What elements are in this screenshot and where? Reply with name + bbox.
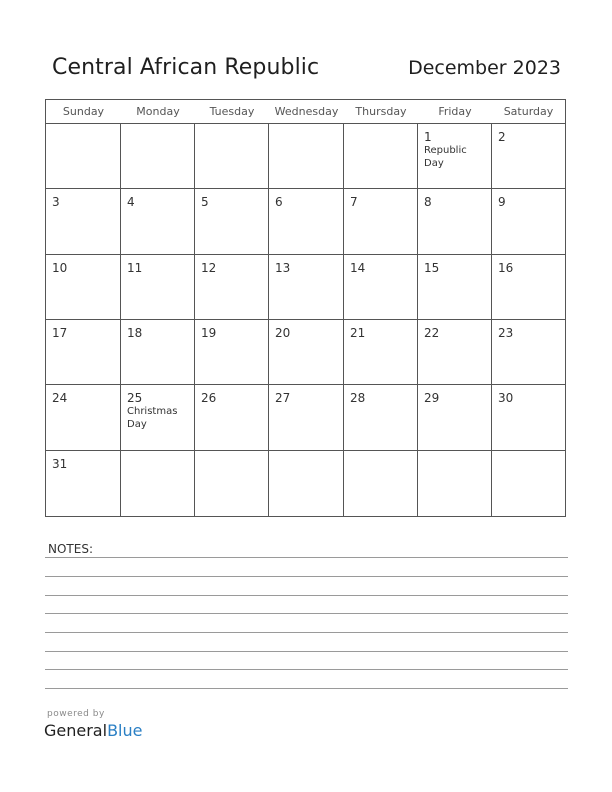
holiday-label: Republic Day: [424, 145, 467, 169]
day-cell: [195, 124, 269, 189]
note-line: [45, 595, 568, 596]
day-number: 25: [127, 391, 143, 406]
day-number: 28: [350, 391, 366, 406]
weekday-header: Monday: [121, 100, 195, 124]
day-number: 6: [275, 195, 283, 210]
day-cell: [269, 189, 344, 254]
holiday-label: Christmas Day: [127, 406, 178, 431]
day-cell: [121, 320, 195, 385]
day-cell: [121, 124, 195, 189]
note-line: [45, 651, 568, 652]
calendar-country-title: Central African Republic: [52, 55, 320, 80]
day-number: 5: [201, 195, 209, 210]
note-line: [45, 613, 568, 614]
day-cell: [269, 320, 344, 385]
day-cell: [492, 385, 565, 450]
day-cell: [269, 385, 344, 450]
weekday-header: Friday: [418, 100, 492, 124]
day-cell: [195, 255, 269, 320]
day-cell: [344, 320, 418, 385]
brand-general: General: [44, 721, 108, 740]
day-number: 31: [52, 456, 68, 471]
day-number: 14: [350, 260, 366, 275]
note-line: [45, 632, 568, 633]
day-cell: [344, 451, 418, 516]
day-cell: [344, 385, 418, 450]
day-number: 30: [498, 391, 514, 406]
day-number: 23: [498, 326, 514, 340]
weekday-header: Tuesday: [195, 100, 269, 124]
day-number: 7: [350, 195, 358, 210]
day-cell: [492, 320, 565, 385]
day-cell: [121, 189, 195, 254]
day-number: 21: [350, 326, 366, 340]
day-number: 17: [52, 326, 68, 340]
day-cell: [195, 320, 269, 385]
day-number: 29: [424, 391, 440, 406]
day-cell: [344, 189, 418, 254]
day-number: 8: [424, 195, 432, 210]
day-cell: [121, 451, 195, 516]
day-cell: [46, 189, 121, 254]
day-number: 15: [424, 260, 440, 275]
day-cell: [121, 255, 195, 320]
day-cell: [492, 124, 565, 189]
day-number: 19: [201, 326, 217, 340]
day-number: 20: [275, 326, 291, 340]
day-cell: [46, 320, 121, 385]
day-number: 13: [275, 260, 291, 275]
note-line: [45, 669, 568, 670]
day-cell: [492, 189, 565, 254]
day-cell: [195, 385, 269, 450]
weekday-header: Wednesday: [269, 100, 344, 124]
note-line: [45, 557, 568, 558]
day-cell: [269, 124, 344, 189]
day-cell: [269, 451, 344, 516]
day-number: 1: [424, 130, 432, 144]
day-number: 10: [52, 260, 68, 275]
day-cell: [121, 385, 195, 450]
day-number: 18: [127, 326, 143, 340]
note-line: [45, 688, 568, 689]
weekday-header: Sunday: [46, 100, 121, 124]
day-cell: [195, 189, 269, 254]
day-cell: [418, 385, 492, 450]
day-cell: [46, 385, 121, 450]
day-cell: [46, 255, 121, 320]
powered-by-text: powered by: [47, 709, 105, 719]
day-cell: [418, 189, 492, 254]
day-number: 9: [498, 195, 506, 210]
day-cell: [492, 451, 565, 516]
day-cell: [418, 451, 492, 516]
day-cell: [46, 451, 121, 516]
weekday-header: Saturday: [492, 100, 565, 124]
day-cell: [195, 451, 269, 516]
weekday-header: Thursday: [344, 100, 418, 124]
day-cell: [269, 255, 344, 320]
day-number: 22: [424, 326, 440, 340]
generalblue-logo[interactable]: [44, 721, 142, 740]
day-number: 26: [201, 391, 217, 406]
brand-blue: Blue: [107, 721, 143, 740]
calendar-grid: [45, 99, 566, 517]
day-number: 11: [127, 260, 143, 275]
day-number: 24: [52, 391, 68, 406]
notes-label: NOTES:: [48, 542, 93, 556]
day-number: 4: [127, 195, 135, 210]
day-number: 3: [52, 195, 60, 210]
day-cell: [418, 320, 492, 385]
day-cell: [344, 124, 418, 189]
calendar-month-title: December 2023: [408, 57, 561, 79]
day-number: 2: [498, 130, 506, 144]
day-number: 27: [275, 391, 291, 406]
note-line: [45, 576, 568, 577]
day-number: 12: [201, 260, 217, 275]
day-cell: [418, 255, 492, 320]
day-cell: [46, 124, 121, 189]
day-number: 16: [498, 260, 514, 275]
day-cell: [344, 255, 418, 320]
day-cell: [418, 124, 492, 189]
day-cell: [492, 255, 565, 320]
